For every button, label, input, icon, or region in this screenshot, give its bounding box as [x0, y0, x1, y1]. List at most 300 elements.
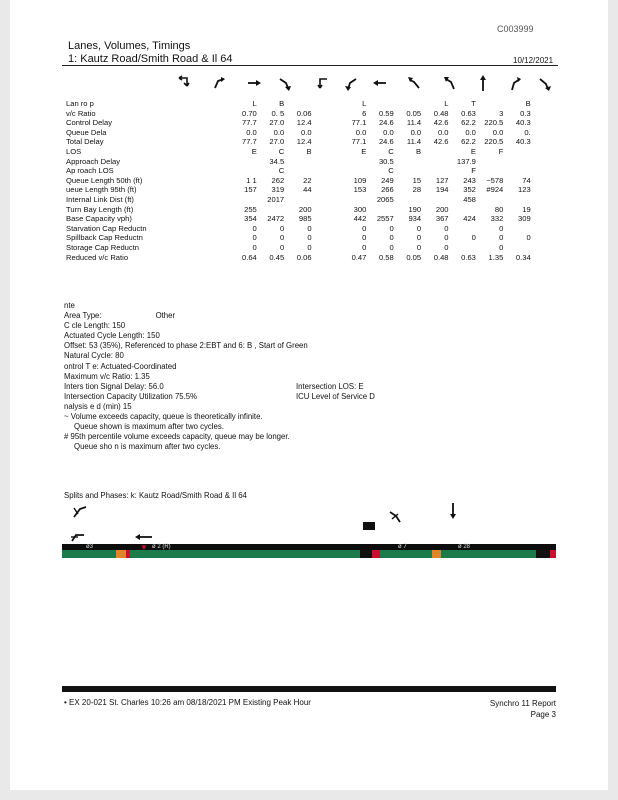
table-cell: 262 — [271, 175, 285, 185]
table-cell: 157 — [244, 185, 257, 195]
table-cell: 127 — [435, 175, 449, 185]
footnote-95th: # 95th percentile volume exceeds capacity, queue may be longer. — [64, 432, 290, 442]
intersection-los: Intersection LOS: E — [296, 381, 364, 391]
row-label: Queue Length 50th (ft) — [66, 175, 143, 185]
table-cell: 0.45 — [269, 252, 285, 262]
wb-thru-arrow — [373, 74, 387, 92]
table-cell — [202, 109, 229, 119]
area-type-value: Other — [155, 311, 176, 321]
cycle-length: C cle Length: 150 — [64, 321, 126, 331]
table-cell: 42.6 — [433, 137, 449, 147]
table-cell — [476, 99, 503, 109]
table-cell — [284, 157, 311, 167]
table-cell — [229, 166, 256, 176]
table-cell: 424 — [463, 214, 476, 224]
delay-row — [64, 381, 364, 392]
eb-thru-arrow — [247, 74, 261, 92]
table-cell: 0.06 — [296, 108, 312, 118]
table-cell: 1 1 — [246, 175, 257, 185]
table-cell: 11.4 — [406, 137, 422, 147]
table-cell: 0.0 — [465, 127, 476, 137]
table-row — [66, 185, 531, 195]
table-cell: 2065 — [376, 194, 394, 204]
table-row — [66, 118, 531, 128]
table-cell: E — [470, 146, 476, 156]
table-cell — [503, 195, 530, 205]
timing-seg-label-7: ø 7 — [398, 544, 407, 550]
table-cell — [202, 233, 229, 243]
table-cell — [202, 166, 229, 176]
table-cell: 0 — [307, 242, 312, 252]
timing-bar-red-1 — [126, 550, 130, 558]
table-cell: C — [278, 146, 285, 156]
table-cell — [421, 195, 448, 205]
table-cell: 0.3 — [520, 108, 531, 118]
footnote-volume-exceeds: ~ Volume exceeds capacity, queue is theoretically infinite. — [64, 412, 263, 422]
table-cell: 3 — [499, 108, 504, 118]
table-cell — [202, 176, 229, 186]
area-type-row — [64, 311, 308, 321]
table-cell: F — [471, 166, 476, 176]
table-cell: 28 — [412, 185, 422, 195]
table-cell: 220.5 — [484, 118, 504, 128]
table-cell: 22 — [303, 175, 312, 185]
timing-bar-yellow-2 — [432, 550, 441, 558]
table-cell — [202, 137, 229, 147]
table-cell — [312, 253, 339, 263]
table-cell — [202, 195, 229, 205]
row-label: Reduced v/c Ratio — [66, 252, 129, 262]
table-cell: 0 — [279, 242, 285, 252]
table-row — [66, 176, 531, 186]
table-cell: 24.6 — [378, 118, 394, 128]
table-row — [66, 253, 531, 263]
table-cell: 0.34 — [515, 252, 531, 262]
row-label: LOS — [66, 146, 82, 156]
table-cell: 2017 — [267, 194, 285, 204]
table-cell: 354 — [244, 214, 257, 224]
timing-bar-green — [62, 550, 556, 558]
phase-7-icon — [388, 510, 404, 526]
table-cell — [339, 157, 366, 167]
table-cell: 27.0 — [269, 118, 285, 128]
table-cell: 42.6 — [433, 118, 449, 128]
table-cell: 2472 — [267, 214, 285, 224]
table-cell: 0.48 — [433, 252, 449, 262]
row-label: Approach Delay — [66, 156, 121, 166]
table-cell: B — [525, 99, 531, 108]
analysis-period: nalysis e d (min) 15 — [64, 401, 132, 411]
timing-seg-label-8: ø 28 — [458, 544, 471, 550]
table-cell: 0.70 — [242, 108, 257, 118]
table-cell: 0 — [416, 242, 422, 252]
table-cell — [202, 243, 229, 253]
table-cell: 12.4 — [296, 137, 312, 147]
table-cell — [421, 157, 448, 167]
row-label: Ap roach LOS — [66, 166, 114, 176]
splits-title: Splits and Phases: k: Kautz Road/Smith Road & Il 64 — [64, 491, 247, 500]
table-cell — [312, 195, 339, 205]
table-cell: 0 — [362, 223, 367, 233]
timing-seg-label-2: ø 2 (R) — [152, 544, 171, 550]
table-cell: 0.0 — [246, 127, 257, 137]
table-cell — [449, 243, 476, 253]
eb-left-arrow — [212, 74, 226, 92]
table-cell: 367 — [435, 214, 449, 224]
table-cell: 243 — [463, 175, 476, 185]
row-label: Total Delay — [66, 137, 104, 147]
table-cell: 0 — [416, 223, 422, 233]
table-row — [66, 109, 531, 119]
table-cell — [202, 147, 229, 157]
table-cell — [312, 176, 339, 186]
table-cell: 74 — [522, 175, 531, 185]
table-cell: 0.47 — [351, 252, 367, 262]
table-cell: T — [471, 99, 476, 108]
intersection-name: 1: Kautz Road/Smith Road & Il 64 — [68, 53, 233, 65]
actuated-cycle-length: Actuated Cycle Length: 150 — [64, 331, 160, 341]
table-cell — [202, 224, 229, 234]
nb-thru-arrow — [476, 74, 490, 92]
table-cell: F — [498, 146, 504, 156]
table-cell: 109 — [353, 175, 367, 185]
pedestrian-phase-block — [363, 522, 375, 530]
table-cell: 0 — [444, 242, 449, 252]
table-cell — [312, 128, 339, 138]
table-cell: 24.6 — [378, 137, 394, 147]
table-cell: 27.0 — [269, 137, 285, 147]
table-cell: 0.05 — [406, 108, 422, 118]
table-cell — [202, 185, 229, 195]
timing-bar-red-2 — [372, 550, 380, 558]
scan-edge-bottom — [0, 790, 618, 800]
table-cell — [421, 147, 448, 157]
table-cell — [312, 205, 339, 215]
natural-cycle: Natural Cycle: 80 — [64, 351, 124, 361]
table-row — [66, 137, 531, 147]
table-cell: 0 — [526, 233, 531, 243]
table-cell: 77.1 — [351, 137, 367, 147]
table-cell: 0.58 — [378, 252, 394, 262]
row-label: Queue Dela — [66, 127, 107, 137]
scan-edge-right — [608, 0, 618, 800]
table-cell: 0 — [389, 233, 394, 243]
table-cell: 249 — [381, 175, 394, 185]
table-cell — [229, 157, 256, 167]
table-cell: 11.4 — [406, 118, 422, 128]
icu-row — [64, 391, 375, 402]
table-cell: 0 — [389, 223, 394, 233]
table-cell: 77.1 — [351, 118, 367, 128]
icu-los: ICU Level of Service D — [296, 391, 375, 401]
table-row — [66, 205, 531, 215]
table-cell: 0 — [252, 233, 257, 243]
green-start-marker: ▼ — [140, 543, 148, 552]
table-cell: 62.2 — [461, 137, 476, 147]
table-row — [66, 147, 531, 157]
footnote-queue-shown: Queue shown is maximum after two cycles. — [74, 422, 224, 432]
table-cell — [202, 253, 229, 263]
table-cell: 0.0 — [383, 127, 394, 137]
table-row — [66, 233, 531, 243]
table-cell: 0 — [307, 233, 312, 243]
table-cell — [312, 147, 339, 157]
table-row — [66, 157, 531, 167]
nb-left-arrow — [443, 74, 457, 92]
table-cell: 62.2 — [461, 118, 476, 128]
table-cell — [202, 118, 229, 128]
table-cell: #924 — [486, 185, 504, 195]
table-cell: 985 — [298, 214, 312, 224]
table-row — [66, 99, 531, 109]
table-cell: 40.3 — [515, 118, 531, 128]
table-cell: L — [362, 99, 367, 108]
table-cell: 0.0 — [273, 127, 285, 137]
table-cell: 0.63 — [461, 108, 476, 118]
table-cell: C — [388, 146, 394, 156]
table-cell: 934 — [408, 214, 422, 224]
table-cell: 0 — [252, 223, 257, 233]
table-cell — [312, 185, 339, 195]
wb-left-arrow — [344, 74, 358, 92]
table-cell — [202, 99, 229, 109]
table-row — [66, 224, 531, 234]
icu-value: Intersection Capacity Utilization 75.5% — [64, 391, 198, 401]
table-cell — [312, 224, 339, 234]
wb-right-arrow — [407, 74, 421, 92]
footer-report-name: Synchro 11 Report — [489, 699, 556, 708]
table-cell — [476, 157, 503, 167]
table-cell — [202, 214, 229, 224]
table-cell: 0 — [471, 233, 476, 243]
lane-timing-table — [66, 99, 531, 262]
table-cell: 6 — [362, 108, 367, 118]
table-cell — [312, 137, 339, 147]
table-cell: 0.05 — [406, 252, 422, 262]
table-cell: 0 — [362, 242, 367, 252]
timing-bar-black-2 — [536, 550, 550, 558]
table-cell: 200 — [298, 204, 312, 214]
table-cell: 0.06 — [296, 252, 312, 262]
table-row — [66, 166, 531, 176]
control-type: ontrol T e: Actuated-Coordinated — [64, 361, 177, 371]
report-date: 10/12/2021 — [513, 56, 554, 65]
table-cell — [312, 233, 339, 243]
document-stamp: C003999 — [497, 24, 534, 34]
table-cell: 0.0 — [437, 127, 449, 137]
table-cell: 77.7 — [242, 118, 257, 128]
notes-block — [64, 301, 375, 452]
row-label: Control Delay — [66, 118, 113, 128]
table-cell: 80 — [494, 204, 504, 214]
notes-heading: nte — [64, 301, 75, 310]
table-cell: 0.0 — [301, 127, 312, 137]
table-cell: 300 — [353, 204, 367, 214]
table-cell: ~578 — [486, 175, 504, 185]
phase-1-icon — [70, 531, 86, 545]
table-cell — [312, 118, 339, 128]
table-row — [66, 195, 531, 205]
footer-right — [490, 698, 556, 720]
table-cell: 40.3 — [515, 137, 531, 147]
nb-right-arrow — [508, 74, 522, 92]
table-cell: 0 — [252, 242, 257, 252]
table-cell: 200 — [435, 204, 449, 214]
row-label: Starvation Cap Reductn — [66, 223, 147, 233]
table-cell — [449, 205, 476, 215]
footnote-queue-shown-2: Queue sho n is maximum after two cycles. — [74, 442, 221, 452]
table-cell: 1.35 — [488, 252, 504, 262]
row-label: Base Capacity vph) — [66, 214, 132, 224]
table-cell — [202, 157, 229, 167]
table-cell: 0 — [444, 223, 449, 233]
table-cell: 220.5 — [484, 137, 504, 147]
table-cell: 153 — [353, 185, 367, 195]
table-cell — [257, 205, 284, 215]
table-cell: 77.7 — [242, 137, 257, 147]
table-cell — [394, 99, 421, 109]
area-type-label: Area Type: — [64, 311, 102, 321]
table-cell: 0 — [362, 233, 367, 243]
table-cell: 266 — [381, 185, 394, 195]
table-cell — [503, 243, 530, 253]
table-cell — [312, 99, 339, 109]
table-cell — [394, 195, 421, 205]
table-cell: 319 — [271, 185, 285, 195]
max-vc-ratio: Maximum v/c Ratio: 1.35 — [64, 371, 150, 381]
timing-bar-red-3 — [550, 550, 556, 558]
table-cell: 352 — [463, 185, 476, 195]
eb-right-arrow — [278, 74, 292, 92]
table-cell: B — [306, 146, 312, 156]
table-cell: 123 — [518, 185, 531, 195]
table-row — [66, 214, 531, 224]
table-cell — [312, 214, 339, 224]
table-cell — [339, 166, 366, 176]
table-cell — [312, 109, 339, 119]
table-cell — [339, 195, 366, 205]
signal-delay: Inters tion Signal Delay: 56.0 — [64, 381, 164, 391]
row-label: Spillback Cap Reductn — [66, 233, 143, 243]
table-cell: 0 — [499, 242, 504, 252]
table-cell: 0 — [279, 233, 285, 243]
table-cell: E — [251, 146, 257, 156]
table-cell: 332 — [490, 214, 504, 224]
table-cell — [312, 157, 339, 167]
offset-note: Offset: 53 (35%), Referenced to phase 2:EBT and 6: B , Start of Green — [64, 341, 308, 351]
footer-left-text: • EX 20-021 St. Charles 10:26 am 08/18/2021 PM Existing Peak Hour — [64, 698, 311, 707]
row-label: ueue Length 95th (ft) — [66, 185, 137, 195]
table-cell: 34.5 — [269, 156, 285, 166]
table-cell: 137.9 — [456, 156, 476, 166]
table-cell — [202, 128, 229, 138]
table-cell — [312, 166, 339, 176]
timing-seg-label-3: ø3 — [86, 544, 94, 550]
table-cell: 2557 — [376, 214, 394, 224]
table-cell — [394, 166, 421, 176]
report-footer — [62, 686, 556, 720]
timing-bar-yellow-1 — [116, 550, 126, 558]
table-cell: E — [361, 146, 367, 156]
table-cell — [366, 205, 393, 215]
table-cell — [503, 147, 530, 157]
table-cell: 309 — [518, 214, 531, 224]
table-cell: L — [252, 99, 257, 108]
table-cell: 0.0 — [492, 127, 504, 137]
table-cell: 0.64 — [242, 252, 257, 262]
table-cell — [449, 224, 476, 234]
table-cell: 0.0 — [410, 127, 422, 137]
table-cell — [202, 205, 229, 215]
table-cell: 44 — [303, 185, 312, 195]
table-row — [66, 243, 531, 253]
table-cell: 0.0 — [355, 127, 367, 137]
table-cell: 0. 5 — [271, 108, 285, 118]
table-cell: 30.5 — [378, 156, 394, 166]
footer-page-number: Page 3 — [530, 710, 556, 719]
table-cell: 0 — [389, 242, 394, 252]
table-cell: 0.59 — [378, 108, 394, 118]
table-cell: 12.4 — [296, 118, 312, 128]
sb-right-arrow — [538, 74, 552, 92]
table-cell — [394, 157, 421, 167]
scan-edge-left — [0, 0, 10, 800]
table-cell — [284, 99, 311, 109]
table-cell: B — [416, 146, 422, 156]
table-cell: 0. — [524, 127, 531, 137]
table-cell: 0 — [416, 233, 422, 243]
table-cell: 0 — [499, 223, 504, 233]
table-cell — [503, 224, 530, 234]
table-cell — [284, 166, 311, 176]
table-cell: 442 — [353, 214, 367, 224]
table-cell — [229, 195, 256, 205]
phase-8-down-arrow — [447, 502, 459, 522]
table-cell: 194 — [435, 185, 449, 195]
table-cell — [503, 166, 530, 176]
table-row — [66, 128, 531, 138]
table-cell — [312, 243, 339, 253]
table-cell — [476, 195, 503, 205]
table-cell: 458 — [463, 194, 476, 204]
table-cell — [503, 157, 530, 167]
header-rule — [62, 65, 558, 66]
table-cell — [284, 195, 311, 205]
table-cell: 19 — [522, 204, 531, 214]
table-cell: B — [279, 99, 285, 108]
table-cell: 190 — [408, 204, 422, 214]
table-cell: L — [444, 99, 449, 108]
row-label: v/c Ratio — [66, 108, 96, 118]
table-cell — [366, 99, 393, 109]
table-cell: 0 — [307, 223, 312, 233]
row-label: Storage Cap Reductn — [66, 242, 140, 252]
table-cell: 255 — [244, 204, 257, 214]
table-cell: 15 — [412, 175, 422, 185]
row-label: Lan ro p — [66, 99, 94, 108]
wb-uturn-arrow — [316, 74, 330, 92]
table-cell: C — [278, 166, 285, 176]
table-cell: 0.48 — [433, 108, 449, 118]
table-cell: 0.63 — [461, 252, 476, 262]
table-cell — [421, 166, 448, 176]
eb-uturn-arrow — [176, 74, 190, 92]
table-cell: C — [388, 166, 394, 176]
table-cell: 0 — [279, 223, 285, 233]
report-title: Lanes, Volumes, Timings — [68, 40, 191, 52]
table-cell: 0 — [444, 233, 449, 243]
row-label: Turn Bay Length (ft) — [66, 204, 134, 214]
